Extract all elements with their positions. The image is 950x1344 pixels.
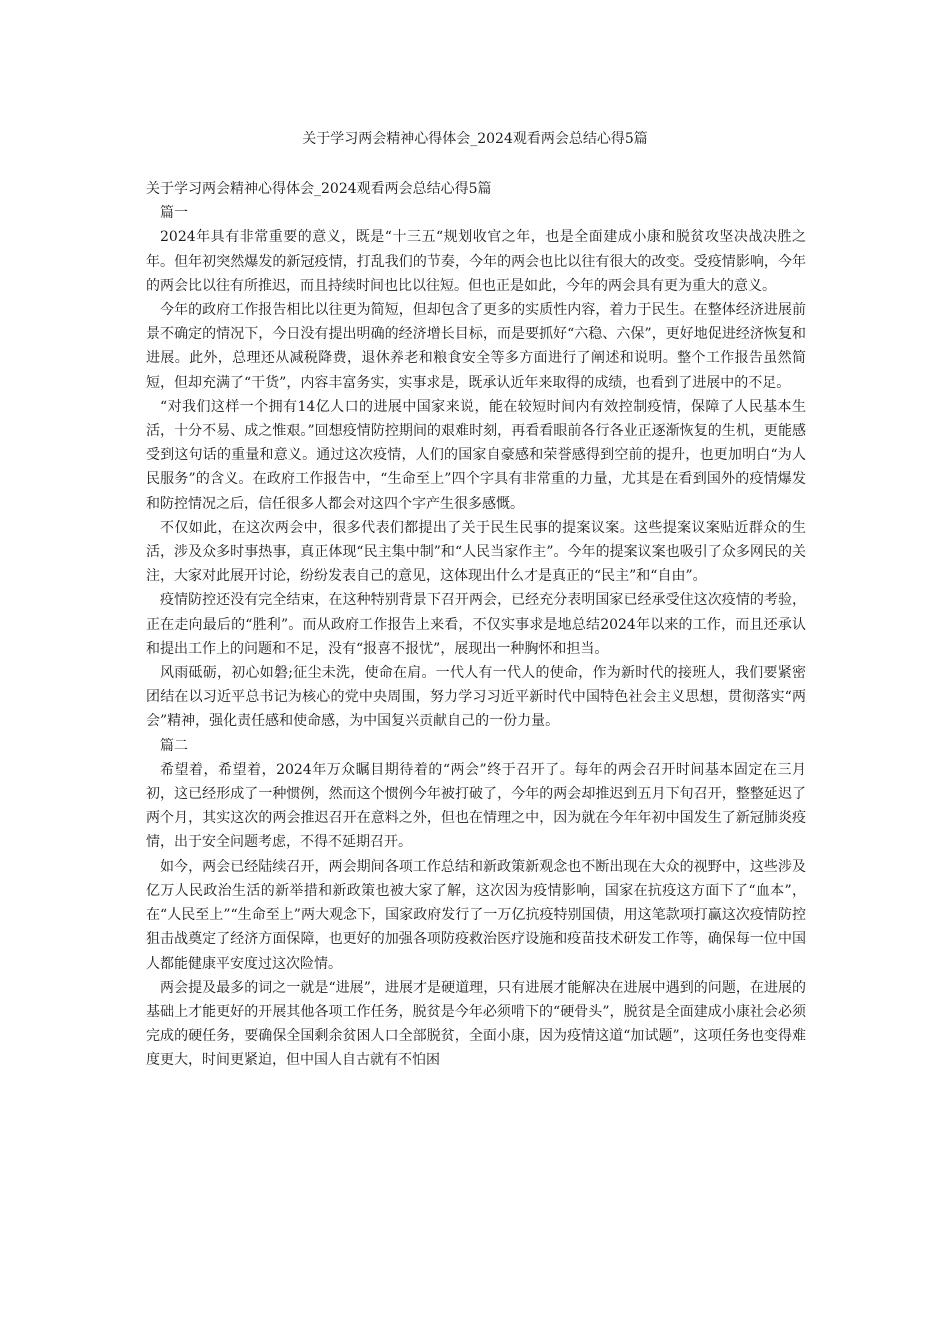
paragraph: 2024年具有非常重要的意义，既是“十三五“规划收官之年，也是全面建成小康和脱贫攻坚决战决胜之年。但年初突然爆发的新冠疫情，打乱我们的节奏，今年的两会也比以往有很大的改变。受疫情影响，今年的两会比以往有所推迟，而且持续时间也比以往短。但也正是如此，今年的两会具有更为重大的意义。 <box>146 229 806 294</box>
document-subtitle: 关于学习两会精神心得体会_2024观看两会总结心得5篇 <box>146 181 492 197</box>
paragraph: 疫情防控还没有完全结束，在这种特别背景下召开两会，已经充分表明国家已经承受住这次疫情的考验，正在走向最后的“胜利”。而从政府工作报告上来看，不仅实事求是地总结2024年以来的工作，而且还承认和提出工作上的问题和不足，没有“报喜不报忧”，展现出一种胸怀和担当。 <box>146 592 806 657</box>
paragraph: 两会提及最多的词之一就是“进展”，进展才是硬道理，只有进展才能解决在进展中遇到的问题，在进展的基础上才能更好的开展其他各项工作任务，脱贫是今年必须啃下的“硬骨头”，脱贫是全面建成小康社会必须完成的硬任务，要确保全国剩余贫困人口全部脱贫，全面小康，因为疫情这道“加试题”，这项任务也变得难度更大，时间更紧迫，但中国人自古就有不怕困 <box>146 979 806 1069</box>
paragraph: 今年的政府工作报告相比以往更为简短，但却包含了更多的实质性内容，着力于民生。在整体经济进展前景不确定的情况下，今日没有提出明确的经济增长目标，而是要抓好“六稳、六保”，更好地促进经济恢复和进展。此外，总理还从减税降费，退休养老和粮食安全等多方面进行了阐述和说明。整个工作报告虽然简短，但却充满了“干货”，内容丰富务实，实事求是，既承认近年来取得的成绩，也看到了进展中的不足。 <box>146 302 806 391</box>
section-heading-1: 篇一 <box>160 205 188 222</box>
paragraph: 如今，两会已经陆续召开，两会期间各项工作总结和新政策新观念也不断出现在大众的视野中，这些涉及亿万人民政治生活的新举措和新政策也被大家了解，这次因为疫情影响，国家在抗疫这方面下了“血本”，在“人民至上”“生命至上”两大观念下，国家政府发行了一万亿抗疫特别国债，用这笔款项打赢这次疫情防控狙击战奠定了经济方面保障，也更好的加强各项防疫救治医疗设施和疫苗技术研发工作等，确保每一位中国人都能健康平安度过这次险情。 <box>146 858 806 972</box>
section-heading-2: 篇二 <box>160 737 188 754</box>
paragraph: 风雨砥砺，初心如磐;征尘未洗，使命在肩。一代人有一代人的使命，作为新时代的接班人，我们要紧密团结在以习近平总书记为核心的党中央周围，努力学习习近平新时代中国特色社会主义思想，贯彻落实“两会”精神，强化责任感和使命感，为中国复兴贡献自己的一份力量。 <box>146 665 806 730</box>
paragraph: 不仅如此，在这次两会中，很多代表们都提出了关于民生民事的提案议案。这些提案议案贴近群众的生活，涉及众多时事热事，真正体现“民主集中制”和“人民当家作主”。今年的提案议案也吸引了众多网民的关注，大家对此展开讨论，纷纷发表自己的意见，这体现出什么才是真正的“民主”和“自由”。 <box>146 519 806 585</box>
paragraph: 希望着，希望着，2024年万众瞩目期待着的“两会”终于召开了。每年的两会召开时间基本固定在三月初，这已经形成了一种惯例，然而这个惯例今年被打破了，今年的两会却推迟到五月下旬召开，整整延迟了两个月，其实这次的两会推迟召开在意料之外，但也在情理之中，因为就在今年年初中国发生了新冠肺炎疫情，出于安全问题考虑，不得不延期召开。 <box>146 761 806 851</box>
document-body <box>146 177 806 1073</box>
paragraph: “对我们这样一个拥有14亿人口的进展中国家来说，能在较短时间内有效控制疫情，保障了人民基本生活，十分不易、成之惟艰。”回想疫情防控期间的艰难时刻，再看看眼前各行各业正逐渐恢复的生机，更能感受到这句话的重量和意义。通过这次疫情，人们的国家自豪感和荣誉感得到空前的提升，也更加明白“为人民服务”的含义。在政府工作报告中，“生命至上”四个字具有非常重的力量，尤其是在看到国外的疫情爆发和防控情况之后，信任很多人都会对这四个字产生很多感慨。 <box>146 398 806 512</box>
document-title: 关于学习两会精神心得体会_2024观看两会总结心得5篇 <box>302 131 648 147</box>
